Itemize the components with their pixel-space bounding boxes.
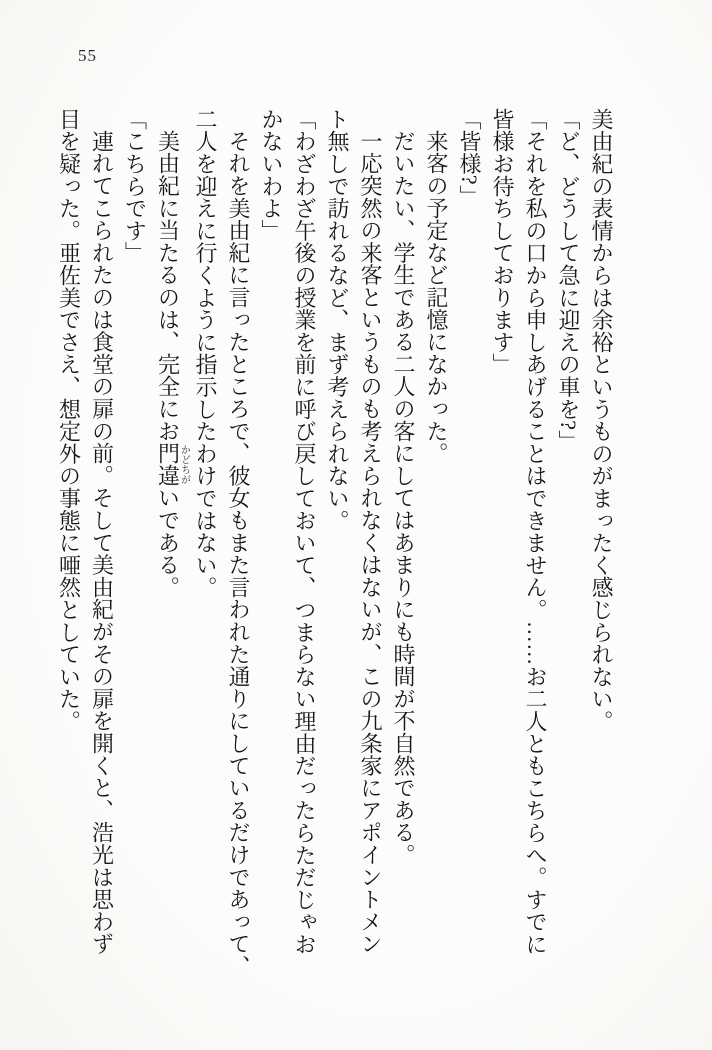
text-column <box>152 108 190 1003</box>
text-column-dialogue: かないわよ」 <box>259 108 284 242</box>
body-text <box>53 108 619 1003</box>
text-column: だいたい、学生である二人の客にしてはあまりにも時間が不自然である。 <box>391 130 416 866</box>
text-column: それを美由紀に言ったところで、彼女もまた言われた通りにしているだけであって、 <box>226 130 251 978</box>
furigana-ruby <box>155 442 190 487</box>
ruby-text: かどちが <box>178 442 190 487</box>
text-segment: いである。 <box>155 486 181 599</box>
text-column: 来客の予定など記憶になかった。 <box>424 130 449 465</box>
text-column-dialogue: 「こちらです」 <box>122 108 148 265</box>
text-column-dialogue: 「皆様?」 <box>457 108 482 208</box>
text-column: 美由紀の表情からは余裕というものがまったく感じられない。 <box>589 108 614 733</box>
text-column: 目を疑った。亜佐美でさえ、想定外の事態に唖然としていた。 <box>56 108 82 733</box>
text-segment: 美由紀に当たるのは、完全にお <box>155 130 181 443</box>
text-column: 一応突然の来客というものも考えられなくはないが、この九条家にアポイントメン <box>358 130 383 956</box>
text-column-dialogue: 皆様お待ちしております」 <box>490 108 515 376</box>
ruby-base: 門違 <box>155 442 181 487</box>
page-number: 55 <box>78 46 97 65</box>
text-column: ト無しで訪れるなど、まず考えられない。 <box>325 108 350 532</box>
text-column: 連れてこられたのは食堂の扉の前。そして美由紀がその扉を開くと、浩光は思わず <box>89 130 115 956</box>
text-column: 二人を迎えに行くように指示したわけではない。 <box>193 108 218 599</box>
text-column-dialogue: 「ど、どうして急に迎えの車を?」 <box>556 108 581 453</box>
text-column-dialogue: 「わざわざ午後の授業を前に呼び戻しておいて、つまらない理由だったらただじゃお <box>292 108 317 956</box>
text-column-dialogue: 「それを私の口から申しあげることはできません。……お二人ともこちらへ。すでに <box>523 108 548 956</box>
